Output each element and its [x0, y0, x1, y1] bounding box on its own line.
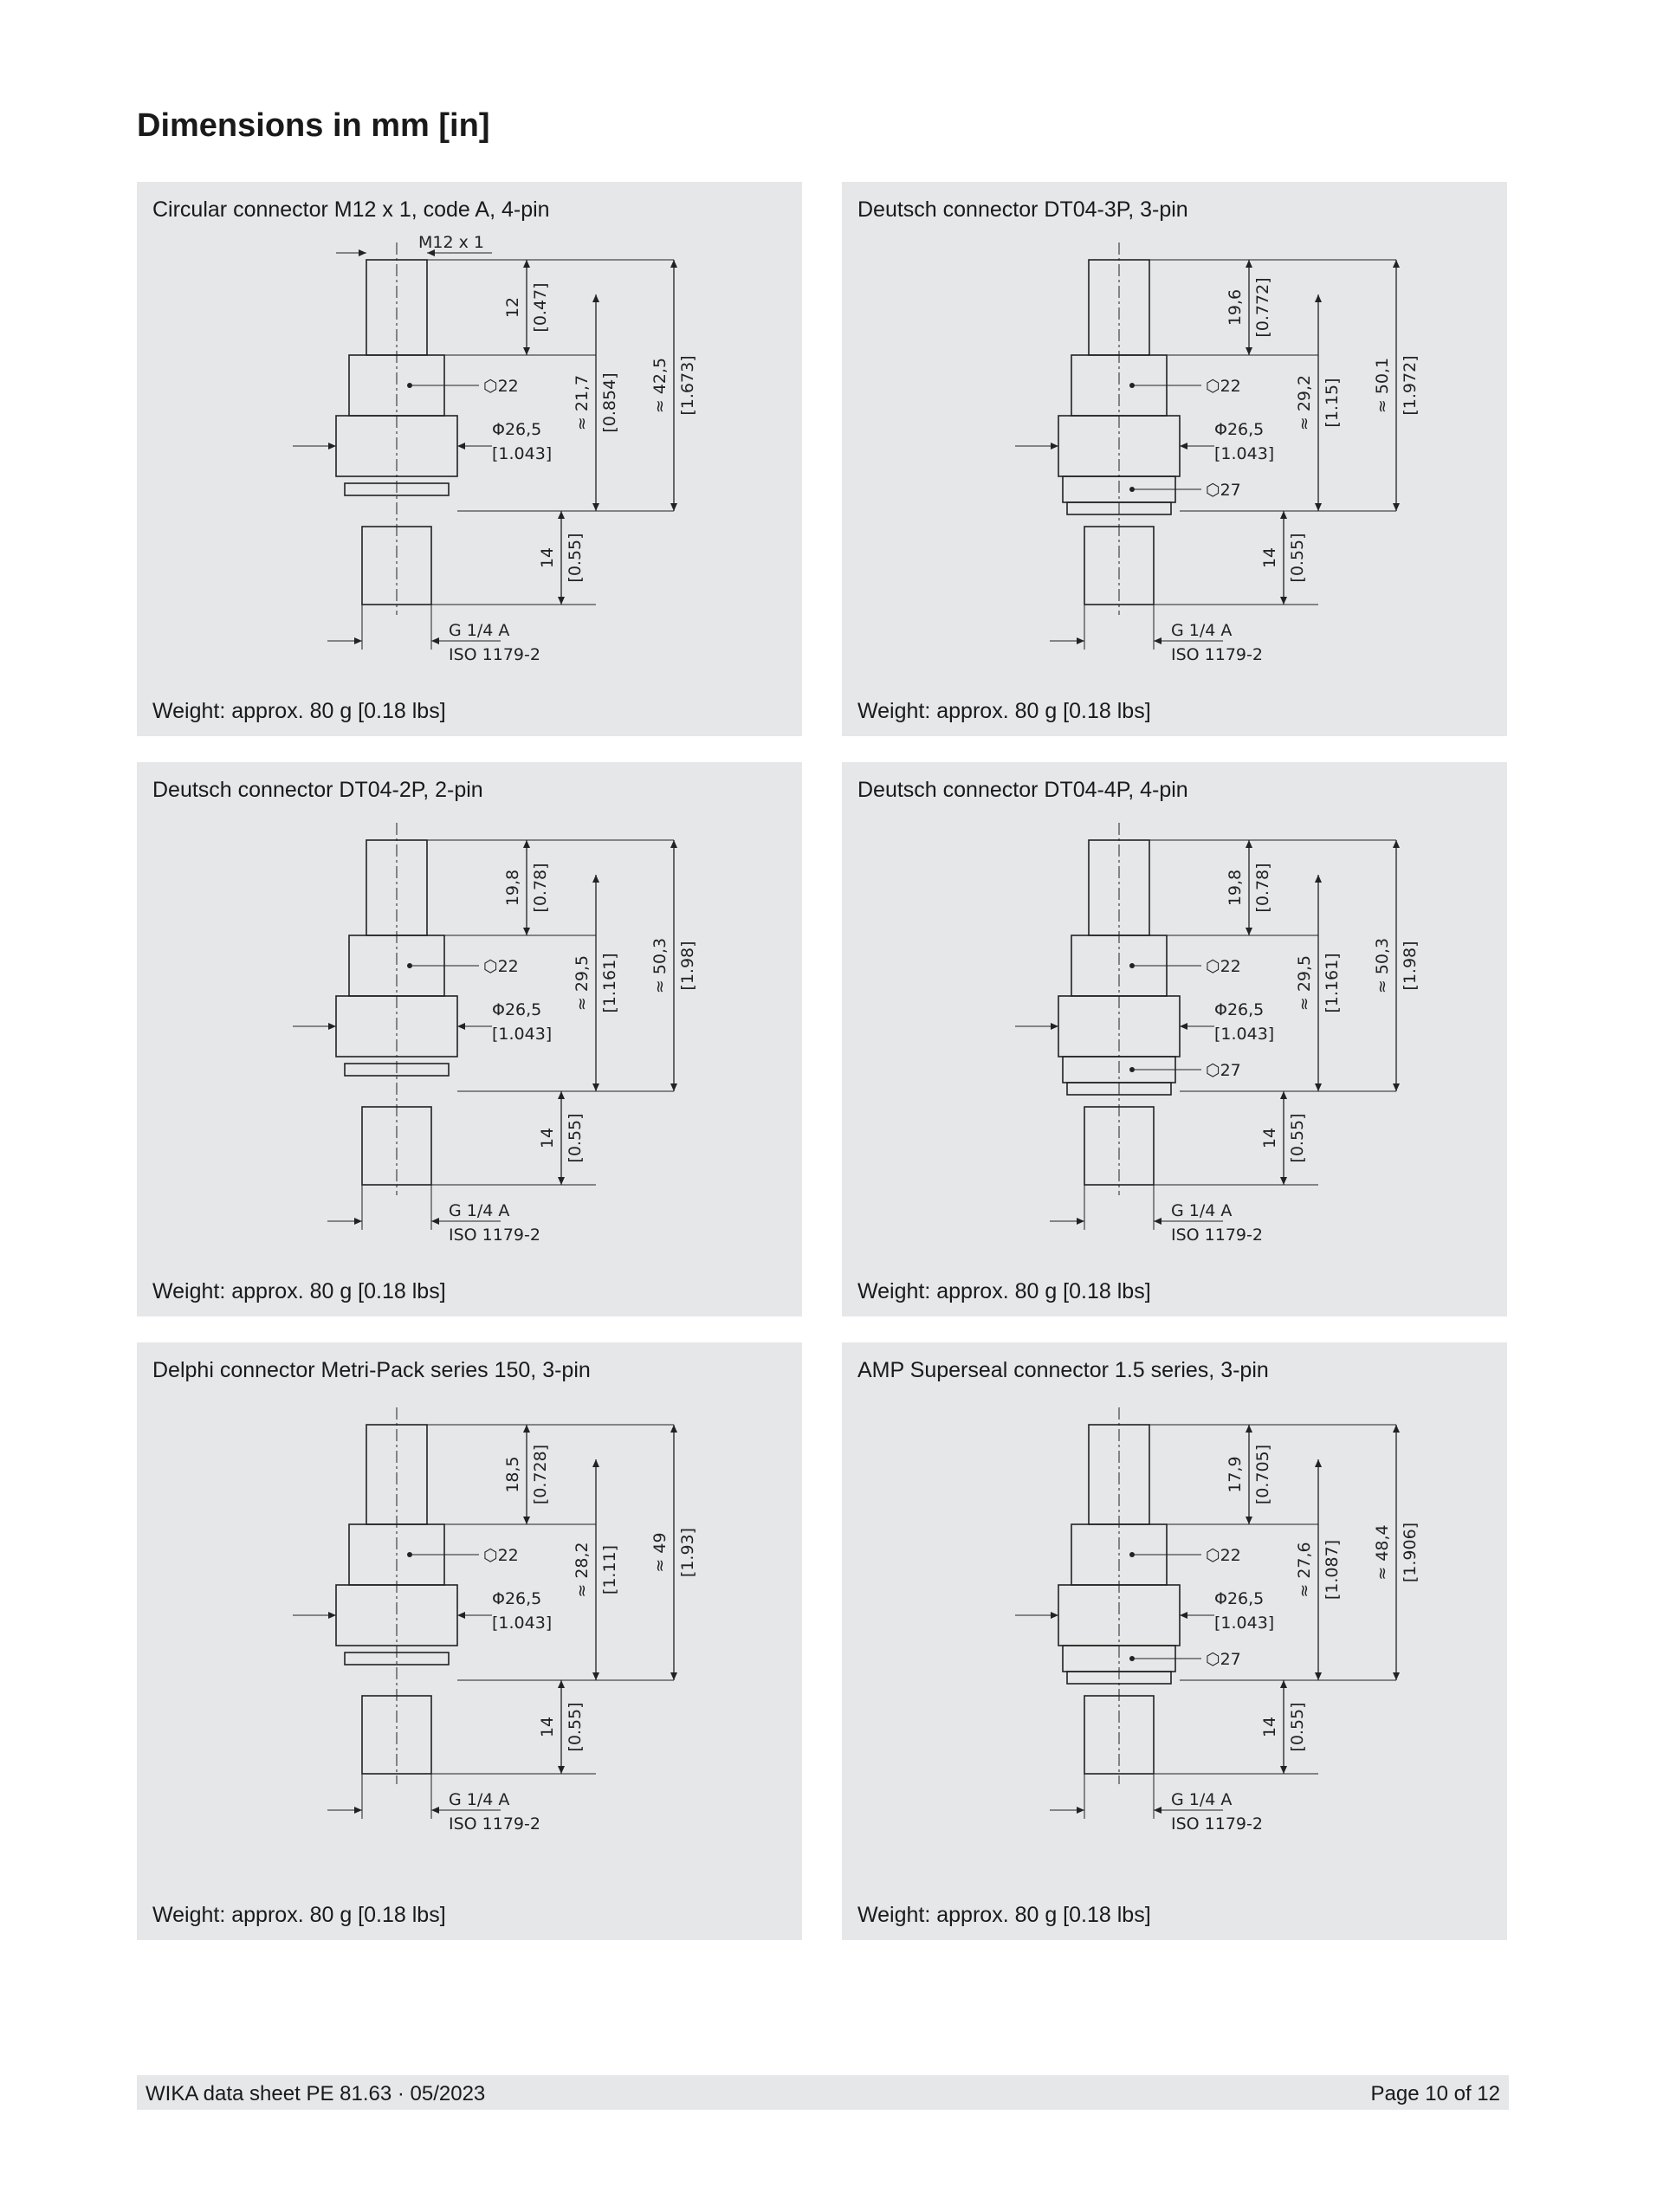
diameter-mm-label: Φ26,5	[492, 1589, 542, 1608]
process-thread-label: G 1/4 A	[449, 621, 510, 640]
process-standard-label: ISO 1179-2	[1171, 1814, 1263, 1834]
panel-title: Deutsch connector DT04-4P, 4-pin	[857, 778, 1188, 802]
dim-thread-length-in: [0.55]	[1288, 533, 1307, 583]
diameter-in-label: [1.043]	[1214, 1025, 1275, 1044]
panel-weight: Weight: approx. 80 g [0.18 lbs]	[152, 699, 446, 723]
process-standard-label: ISO 1179-2	[1171, 645, 1263, 664]
diameter-in-label: [1.043]	[1214, 444, 1275, 463]
technical-drawing	[842, 1394, 1507, 1888]
dim-total-in: [1.98]	[1401, 941, 1420, 991]
page-heading: Dimensions in mm [in]	[137, 107, 490, 144]
process-thread-label: G 1/4 A	[1171, 621, 1233, 640]
hex-22-label: ⬡22	[483, 377, 519, 396]
process-thread-label: G 1/4 A	[449, 1201, 510, 1220]
diameter-mm-label: Φ26,5	[492, 420, 542, 439]
dim-total-in: [1.93]	[678, 1527, 697, 1578]
dim-hex-in: [1.15]	[1323, 378, 1342, 428]
page-footer	[137, 2075, 1509, 2110]
panel-title: Deutsch connector DT04-2P, 2-pin	[152, 778, 483, 802]
dim-connector-in: [0.78]	[1253, 863, 1272, 913]
dim-hex-mm: ≈ 29,5	[1295, 954, 1314, 1012]
dim-total-mm: ≈ 50,3	[650, 937, 670, 994]
diameter-in-label: [1.043]	[492, 444, 553, 463]
process-standard-label: ISO 1179-2	[1171, 1226, 1263, 1245]
process-standard-label: ISO 1179-2	[449, 1226, 540, 1245]
hex-22-label: ⬡22	[483, 1546, 519, 1565]
dim-thread-length-in: [0.55]	[566, 1113, 585, 1163]
hex-22-label: ⬡22	[1206, 377, 1241, 396]
drawing-panel	[137, 762, 802, 1316]
dim-thread-length-in: [0.55]	[1288, 1702, 1307, 1752]
dim-thread-length-in: [0.55]	[566, 1702, 585, 1752]
dim-hex-in: [1.11]	[600, 1544, 619, 1595]
dim-hex-mm: ≈ 27,6	[1295, 1542, 1314, 1598]
dim-total-in: [1.673]	[678, 355, 697, 416]
dim-thread-length-mm: 14	[1260, 1716, 1279, 1738]
dim-total-mm: ≈ 42,5	[650, 357, 670, 414]
hex-22-label: ⬡22	[1206, 1546, 1241, 1565]
dim-hex-mm: ≈ 28,2	[573, 1542, 592, 1598]
technical-drawing	[137, 1394, 802, 1888]
process-standard-label: ISO 1179-2	[449, 645, 540, 664]
panel-title: AMP Superseal connector 1.5 series, 3-pin	[857, 1358, 1269, 1382]
flange-body	[1058, 1585, 1180, 1646]
dim-total-in: [1.906]	[1401, 1522, 1420, 1583]
connector-thread-label: M12 x 1	[418, 234, 484, 252]
dim-hex-in: [1.161]	[1323, 953, 1342, 1013]
diameter-mm-label: Φ26,5	[1214, 420, 1265, 439]
flange-body	[336, 1585, 457, 1646]
dim-connector-in: [0.78]	[531, 863, 550, 913]
diameter-mm-label: Φ26,5	[492, 1000, 542, 1019]
hex-22-label: ⬡22	[1206, 957, 1241, 976]
diameter-mm-label: Φ26,5	[1214, 1589, 1265, 1608]
dim-thread-length-in: [0.55]	[566, 533, 585, 583]
drawing-panel	[137, 182, 802, 736]
panel-title: Deutsch connector DT04-3P, 3-pin	[857, 197, 1188, 222]
dim-connector-mm: 12	[503, 296, 522, 319]
technical-drawing	[842, 814, 1507, 1264]
dim-connector-in: [0.728]	[531, 1444, 550, 1505]
drawing-panel	[842, 762, 1507, 1316]
panel-title: Delphi connector Metri-Pack series 150, 3-pin	[152, 1358, 591, 1382]
panel-weight: Weight: approx. 80 g [0.18 lbs]	[152, 1279, 446, 1303]
drawing-panel	[842, 1342, 1507, 1940]
dim-total-mm: ≈ 50,1	[1373, 357, 1392, 414]
dim-total-mm: ≈ 50,3	[1373, 937, 1392, 994]
dim-connector-mm: 18,5	[503, 1456, 522, 1493]
dim-connector-in: [0.47]	[531, 282, 550, 333]
dim-connector-in: [0.705]	[1253, 1444, 1272, 1505]
dim-thread-length-mm: 14	[538, 1127, 557, 1149]
drawing-panel	[842, 182, 1507, 736]
diameter-in-label: [1.043]	[492, 1614, 553, 1633]
panel-weight: Weight: approx. 80 g [0.18 lbs]	[857, 1279, 1151, 1303]
footer-document-id: WIKA data sheet PE 81.63 · 05/2023	[146, 2082, 486, 2105]
dim-thread-length-mm: 14	[538, 1716, 557, 1738]
dim-thread-length-mm: 14	[538, 547, 557, 569]
dim-connector-in: [0.772]	[1253, 277, 1272, 338]
dim-total-in: [1.98]	[678, 941, 697, 991]
panel-weight: Weight: approx. 80 g [0.18 lbs]	[857, 699, 1151, 723]
panel-title: Circular connector M12 x 1, code A, 4-pin	[152, 197, 550, 222]
panel-weight: Weight: approx. 80 g [0.18 lbs]	[152, 1903, 446, 1927]
technical-drawing	[842, 234, 1507, 684]
dim-hex-in: [1.087]	[1323, 1539, 1342, 1601]
dim-thread-length-in: [0.55]	[1288, 1113, 1307, 1163]
drawing-panel	[137, 1342, 802, 1940]
dim-thread-length-mm: 14	[1260, 1127, 1279, 1149]
hex-27-label: ⬡27	[1206, 1650, 1241, 1669]
dim-total-mm: ≈ 48,4	[1373, 1524, 1392, 1581]
technical-drawing	[137, 234, 802, 684]
hex-27-label: ⬡27	[1206, 481, 1241, 500]
dim-total-in: [1.972]	[1401, 355, 1420, 416]
hex-27-label: ⬡27	[1206, 1061, 1241, 1080]
diameter-in-label: [1.043]	[1214, 1614, 1275, 1633]
dim-total-mm: ≈ 49	[650, 1532, 670, 1573]
dim-hex-mm: ≈ 21,7	[573, 374, 592, 431]
dim-hex-in: [1.161]	[600, 953, 619, 1013]
diameter-in-label: [1.043]	[492, 1025, 553, 1044]
process-standard-label: ISO 1179-2	[449, 1814, 540, 1834]
dim-connector-mm: 19,8	[1226, 869, 1245, 907]
process-thread-label: G 1/4 A	[1171, 1201, 1233, 1220]
dim-thread-length-mm: 14	[1260, 547, 1279, 569]
dim-hex-mm: ≈ 29,5	[573, 954, 592, 1012]
hex-22-label: ⬡22	[483, 957, 519, 976]
technical-drawing	[137, 814, 802, 1264]
footer-page-number: Page 10 of 12	[1370, 2082, 1500, 2105]
panel-weight: Weight: approx. 80 g [0.18 lbs]	[857, 1903, 1151, 1927]
dim-connector-mm: 17,9	[1226, 1456, 1245, 1493]
dim-hex-in: [0.854]	[600, 372, 619, 433]
dim-connector-mm: 19,8	[503, 869, 522, 907]
process-thread-label: G 1/4 A	[449, 1790, 510, 1809]
dim-hex-mm: ≈ 29,2	[1295, 374, 1314, 431]
dim-connector-mm: 19,6	[1226, 288, 1245, 327]
diameter-mm-label: Φ26,5	[1214, 1000, 1265, 1019]
process-thread-label: G 1/4 A	[1171, 1790, 1233, 1809]
